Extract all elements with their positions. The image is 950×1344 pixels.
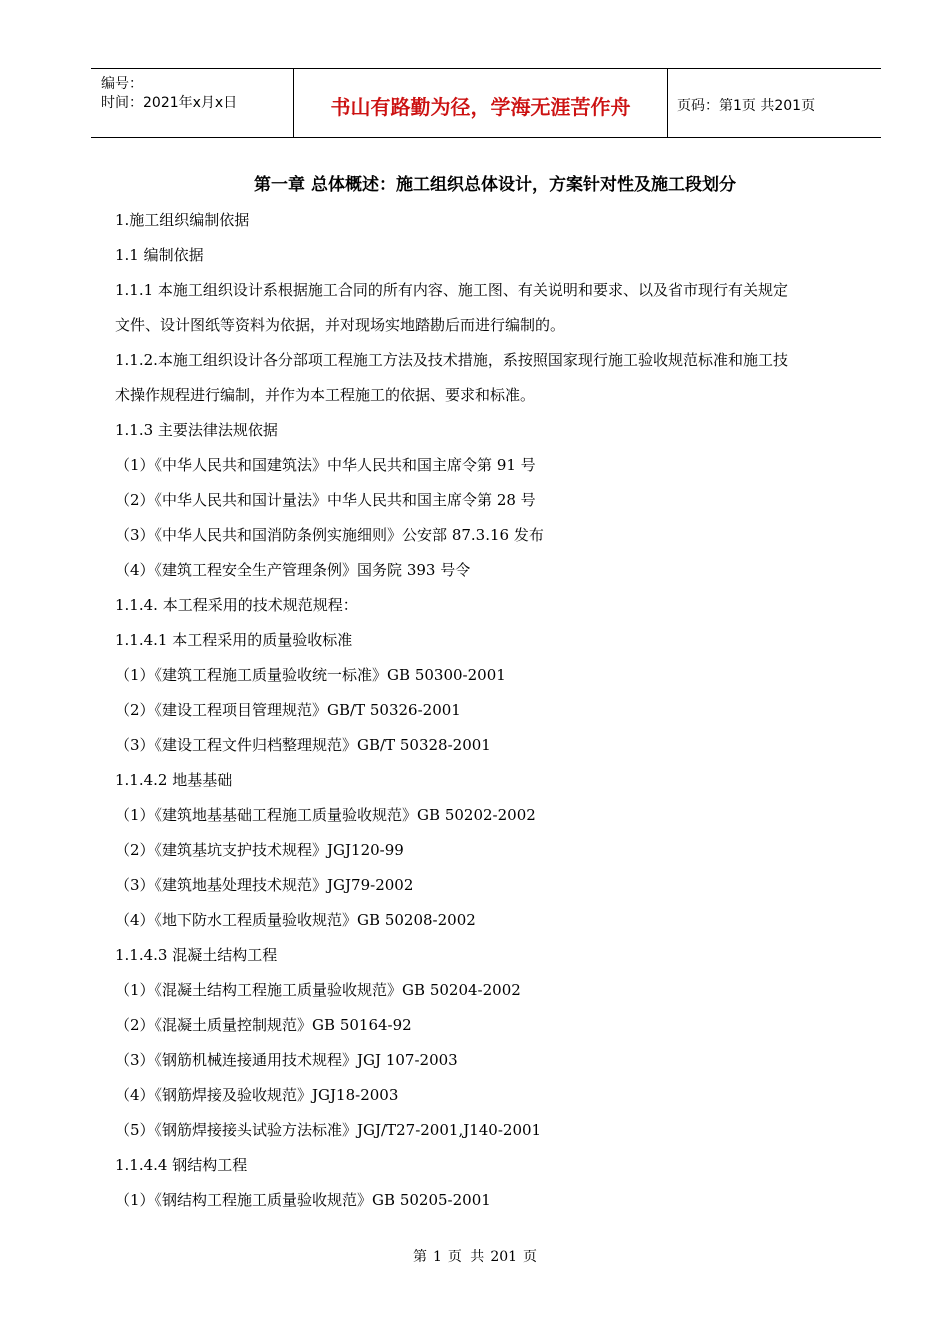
header-motto-cell <box>293 69 668 137</box>
footer-prefix: 第 <box>412 1249 427 1265</box>
footer-suffix: 页 <box>523 1249 538 1265</box>
body-line: （3）《建筑地基处理技术规范》JGJ79-2002 <box>115 876 414 894</box>
body-line: 1.1.2.本施工组织设计各分部项工程施工方法及技术措施，系按照国家现行施工验收规范标准和施工技 <box>115 351 788 369</box>
body-line: （2）《中华人民共和国计量法》中华人民共和国主席令第 28 号 <box>115 491 536 509</box>
header-motto: 书山有路勤为径，学海无涯苦作舟 <box>330 95 631 119</box>
body-line: 1.1.4.2 地基基础 <box>115 771 233 789</box>
document-time-label: 时间：2021年x月x日 <box>101 95 238 111</box>
footer-current-page: 1 <box>432 1249 442 1265</box>
body-line: 1.1 编制依据 <box>115 246 204 264</box>
chapter-title: 第一章 总体概述：施工组织总体设计，方案针对性及施工段划分 <box>254 175 736 195</box>
body-line: （5）《钢筋焊接接头试验方法标准》JGJ/T27-2001,J140-2001 <box>115 1121 542 1139</box>
body-line: （4）《建筑工程安全生产管理条例》国务院 393 号令 <box>115 561 471 579</box>
body-line: 1.施工组织编制依据 <box>115 211 250 229</box>
body-line: （1）《中华人民共和国建筑法》中华人民共和国主席令第 91 号 <box>115 456 536 474</box>
body-line: （1）《钢结构工程施工质量验收规范》GB 50205-2001 <box>115 1191 491 1209</box>
document-header <box>91 68 881 138</box>
body-line: （1）《建筑工程施工质量验收统一标准》GB 50300-2001 <box>115 666 506 684</box>
page-footer <box>0 1246 950 1266</box>
footer-total-pages: 201 <box>490 1249 518 1265</box>
body-line: （2）《混凝土质量控制规范》GB 50164-92 <box>115 1016 412 1034</box>
body-line: （4）《地下防水工程质量验收规范》GB 50208-2002 <box>115 911 476 929</box>
body-line: （2）《建设工程项目管理规范》GB/T 50326-2001 <box>115 701 461 719</box>
body-line: 1.1.3 主要法律法规依据 <box>115 421 278 439</box>
body-line: （1）《混凝土结构工程施工质量验收规范》GB 50204-2002 <box>115 981 521 999</box>
body-line: （1）《建筑地基基础工程施工质量验收规范》GB 50202-2002 <box>115 806 536 824</box>
body-line: 文件、设计图纸等资料为依据，并对现场实地踏勘后而进行编制的。 <box>115 316 566 334</box>
body-line: 1.1.1 本施工组织设计系根据施工合同的所有内容、施工图、有关说明和要求、以及省市现行有关规定 <box>115 281 788 299</box>
document-number-label: 编号： <box>101 76 143 92</box>
body-line: 术操作规程进行编制，并作为本工程施工的依据、要求和标准。 <box>115 386 536 404</box>
header-page-code: 页码：第1页 共201页 <box>677 98 816 114</box>
body-line: （3）《建设工程文件归档整理规范》GB/T 50328-2001 <box>115 736 491 754</box>
body-line: 1.1.4.3 混凝土结构工程 <box>115 946 278 964</box>
body-line: 1.1.4. 本工程采用的技术规范规程： <box>115 596 358 614</box>
body-line: 1.1.4.4 钢结构工程 <box>115 1156 248 1174</box>
footer-mid: 页 共 <box>447 1249 485 1265</box>
header-meta-cell <box>91 69 293 137</box>
body-line: （2）《建筑基坑支护技术规程》JGJ120-99 <box>115 841 404 859</box>
body-line: 1.1.4.1 本工程采用的质量验收标准 <box>115 631 353 649</box>
document-body <box>115 203 875 1218</box>
header-page-cell <box>667 69 881 137</box>
body-line: （3）《中华人民共和国消防条例实施细则》公安部 87.3.16 发布 <box>115 526 544 544</box>
body-line: （3）《钢筋机械连接通用技术规程》JGJ 107-2003 <box>115 1051 458 1069</box>
body-line: （4）《钢筋焊接及验收规范》JGJ18-2003 <box>115 1086 399 1104</box>
